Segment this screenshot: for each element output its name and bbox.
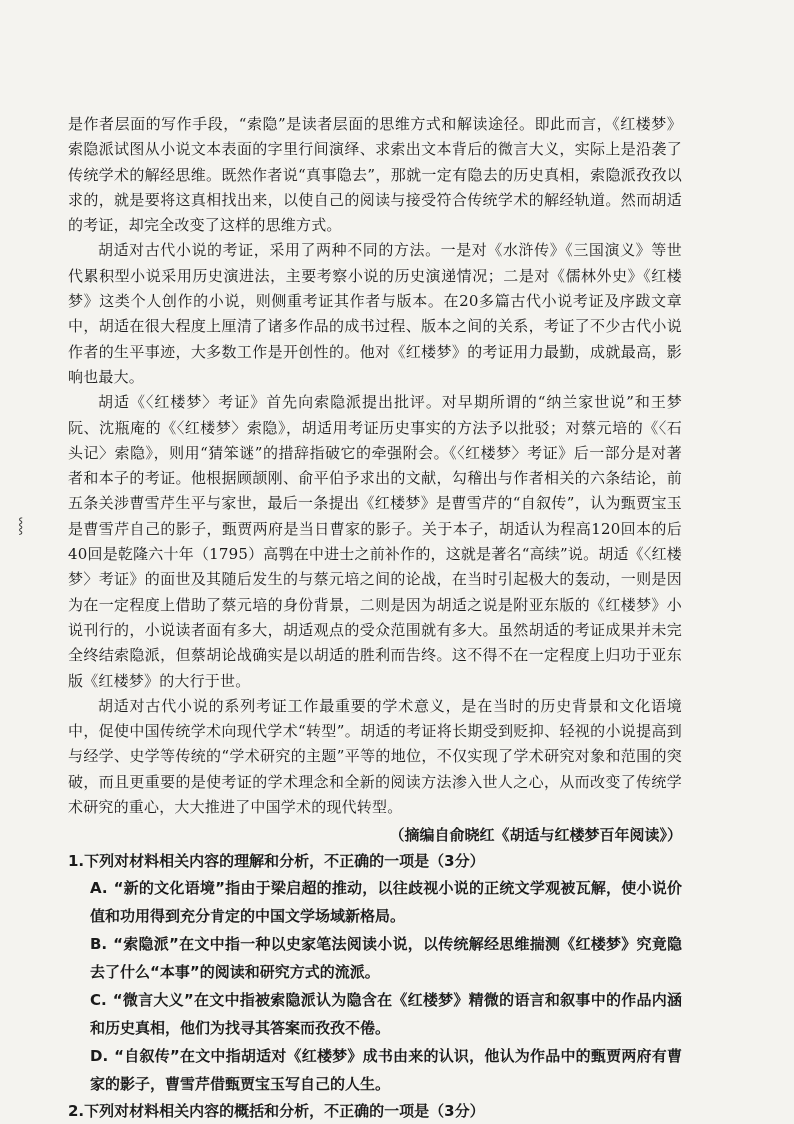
- passage-paragraph-3: 胡适《〈红楼梦〉考证》首先向索隐派提出批评。对早期所谓的“纳兰家世说”和王梦阮、沈瓶庵的《〈红楼梦〉索隐》，胡适用考证历史事实的方法予以批驳；对蔡元培的《〈石头记〉索隐》，则用“猜笨谜”的措辞指破它的牵强附会。《〈红楼梦〉考证》后一部分是对著者和本子的考证。他根据顾颉刚、俞平伯予求出的文献，勾稽出与作者相关的六条结论，前五条关涉曹雪芹生平与家世，最后一条提出《红楼梦》是曹雪芹的“自叙传”，认为甄贾宝玉是曹雪芹自己的影子，甄贾两府是当日曹家的影子。关于本子，胡适认为程高120回本的后40回是乾隆六十年（1795）高鹗在中进士之前补作的，这就是著名“高续”说。胡适《〈红楼梦〉考证》的面世及其随后发生的与蔡元培之间的论战，在当时引起极大的轰动，一则是因为在一定程度上借助了蔡元培的身份背景，二则是因为胡适之说是附亚东版的《红楼梦》小说刊行的，小说读者面有多大，胡适观点的受众范围就有多大。虽然胡适的考证成果并未完全终结索隐派，但蔡胡论战确实是以胡适的胜利而告终。这不得不在一定程度上归功于亚东版《红楼梦》的大行于世。: [68, 393, 682, 690]
- option-a[interactable]: [68, 874, 682, 930]
- option-letter: D.: [90, 1047, 109, 1066]
- option-letter: C.: [90, 991, 107, 1010]
- question-2: [68, 1098, 682, 1124]
- option-text: “微言大义”在文中指被索隐派认为隐含在《红楼梦》精微的语言和叙事中的作品内涵和历史真相，他们为找寻其答案而孜孜不倦。: [90, 991, 682, 1038]
- passage-paragraph-2: 胡适对古代小说的考证，采用了两种不同的方法。一是对《水浒传》《三国演义》等世代累积型小说采用历史演进法，主要考察小说的历史演递情况；二是对《儒林外史》《红楼梦》这类个人创作的小说，则侧重考证其作者与版本。在20多篇古代小说考证及序跋文章中，胡适在很大程度上厘清了诸多作品的成书过程、版本之间的关系，考证了不少古代小说作者的生平事迹，大多数工作是开创性的。他对《红楼梦》的考证用力最勤，成就最高，影响也最大。: [68, 241, 682, 386]
- option-b[interactable]: [68, 930, 682, 986]
- question-1: [68, 848, 682, 1098]
- option-text: “索隐派”在文中指一种以史家笔法阅读小说，以传统解经思维揣测《红楼梦》究竟隐去了什么“本事”的阅读和研究方式的流派。: [90, 935, 682, 982]
- option-text: “自叙传”在文中指胡适对《红楼梦》成书由来的认识，他认为作品中的甄贾两府有曹家的影子，曹雪芹借甄贾宝玉写自己的人生。: [90, 1047, 682, 1094]
- option-letter: B.: [90, 935, 108, 954]
- passage-paragraph-4: 胡适对古代小说的系列考证工作最重要的学术意义，是在当时的历史背景和文化语境中，促使中国传统学术向现代学术“转型”。胡适的考证将长期受到贬抑、轻视的小说提高到与经学、史学等传统的“学术研究的主题”平等的地位，不仅实现了学术研究对象和范围的突破，而且更重要的是使考证的学术理念和全新的阅读方法渗入世人之心，从而改变了传统学术研究的重心，大大推进了中国学术的现代转型。: [68, 696, 682, 817]
- option-letter: A.: [90, 879, 108, 898]
- option-c[interactable]: [68, 986, 682, 1042]
- question-stem: 2.下列对材料相关内容的概括和分析，不正确的一项是（3分）: [68, 1102, 485, 1121]
- passage-paragraph-1: 是作者层面的写作手段，“索隐”是读者层面的思维方式和解读途径。即此而言，《红楼梦》索隐派试图从小说文本表面的字里行间演绎、求索出文本背后的微言大义，实际上是沿袭了传统学术的解经思维。既然作者说“真事隐去”，那就一定有隐去的历史真相，索隐派孜孜以求的，就是要将这真相找出来，以使自己的阅读与接受符合传统学术的解经轨道。然而胡适的考证，却完全改变了这样的思维方式。: [68, 115, 682, 235]
- margin-mark: ⸾: [18, 516, 24, 534]
- option-text: “新的文化语境”指由于梁启超的推动，以往歧视小说的正统文学观被瓦解，使小说价值和功用得到充分肯定的中国文学场域新格局。: [90, 879, 682, 926]
- passage-source: （摘编自俞晓红《胡适与红楼梦百年阅读》）: [389, 826, 682, 845]
- option-d[interactable]: [68, 1042, 682, 1098]
- question-stem: 1.下列对材料相关内容的理解和分析，不正确的一项是（3分）: [68, 852, 485, 871]
